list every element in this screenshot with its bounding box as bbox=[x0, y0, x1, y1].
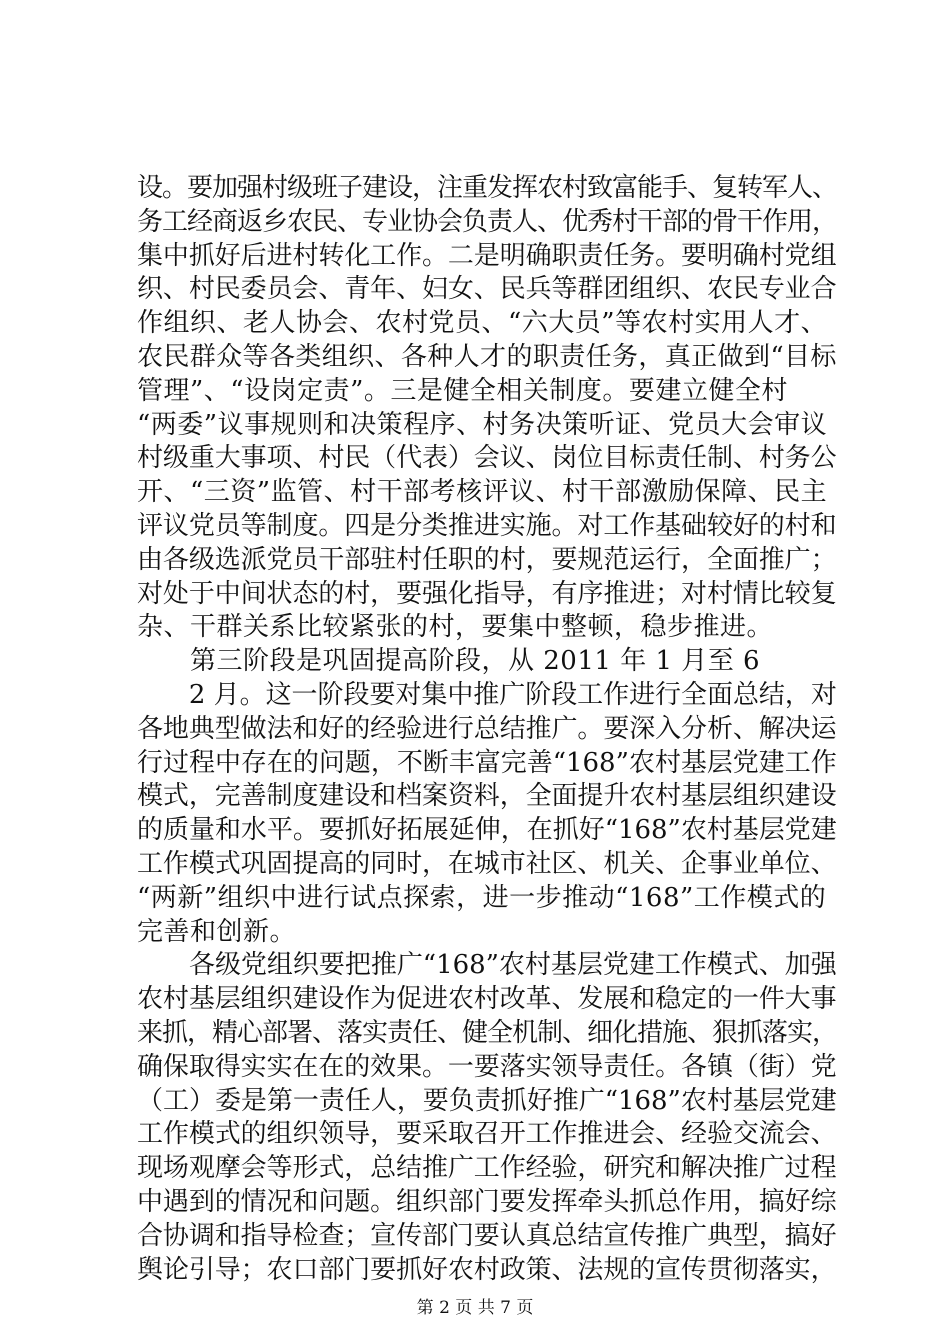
text-line: 确保取得实实在在的效果。一要落实领导责任。各镇（街）党 bbox=[137, 1051, 837, 1082]
text-line: 完善和创新。 bbox=[137, 916, 297, 947]
text-line: （工）委是第一责任人，要负责抓好推广“168”农村基层党建 bbox=[137, 1085, 837, 1116]
page-footer: 第 2 页 共 7 页 bbox=[416, 1298, 534, 1318]
text-line: 由各级选派党员干部驻村任职的村，要规范运行，全面推广； bbox=[137, 544, 837, 575]
text-line: 农村基层组织建设作为促进农村改革、发展和稳定的一件大事 bbox=[137, 984, 837, 1015]
text-line: 杂、干群关系比较紧张的村，要集中整顿，稳步推进。 bbox=[137, 612, 774, 643]
text-line: 织、村民委员会、青年、妇女、民兵等群团组织、农民专业合 bbox=[137, 274, 837, 305]
text-line: 第三阶段是巩固提高阶段，从 2011 年 1 月至 6 bbox=[137, 646, 761, 677]
text-line: 作组织、老人协会、农村党员、“六大员”等农村实用人才、 bbox=[137, 308, 828, 339]
text-line: 务工经商返乡农民、专业协会负责人、优秀村干部的骨干作用， bbox=[137, 206, 837, 237]
text-line: 工作模式的组织领导，要采取召开工作推进会、经验交流会、 bbox=[137, 1119, 837, 1150]
text-line: 开、“三资”监管、村干部考核评议、村干部激励保障、民主 bbox=[137, 477, 828, 508]
text-line: 舆论引导；农口部门要抓好农村政策、法规的宣传贯彻落实， bbox=[137, 1254, 837, 1285]
text-line: 管理”、“设岗定责”。三是健全相关制度。要建立健全村 bbox=[137, 375, 788, 406]
body-text bbox=[137, 172, 837, 1287]
text-line: 行过程中存在的问题，不断丰富完善“168”农村基层党建工作 bbox=[137, 747, 837, 778]
text-line: 中遇到的情况和问题。组织部门要发挥牵头抓总作用，搞好综 bbox=[137, 1186, 837, 1217]
text-line: 现场观摩会等形式，总结推广工作经验，研究和解决推广过程 bbox=[137, 1153, 837, 1184]
text-line: 合协调和指导检查；宣传部门要认真总结宣传推广典型，搞好 bbox=[137, 1220, 837, 1251]
text-line: 村级重大事项、村民（代表）会议、岗位目标责任制、村务公 bbox=[137, 443, 837, 474]
text-line: 集中抓好后进村转化工作。二是明确职责任务。要明确村党组 bbox=[137, 240, 837, 271]
text-line: 各级党组织要把推广“168”农村基层党建工作模式、加强 bbox=[137, 950, 837, 981]
text-line: 各地典型做法和好的经验进行总结推广。要深入分析、解决运 bbox=[137, 713, 837, 744]
text-line: 2 月。这一阶段要对集中推广阶段工作进行全面总结，对 bbox=[137, 679, 837, 710]
text-line: 的质量和水平。要抓好拓展延伸，在抓好“168”农村基层党建 bbox=[137, 815, 837, 846]
text-line: 农民群众等各类组织、各种人才的职责任务，真正做到“目标 bbox=[137, 341, 837, 372]
text-line: “两委”议事规则和决策程序、村务决策听证、党员大会审议 bbox=[137, 409, 828, 440]
text-line: 评议党员等制度。四是分类推进实施。对工作基础较好的村和 bbox=[137, 510, 837, 541]
text-line: 设。要加强村级班子建设，注重发挥农村致富能手、复转军人、 bbox=[137, 173, 837, 203]
text-line: 来抓，精心部署、落实责任、健全机制、细化措施、狠抓落实， bbox=[137, 1017, 837, 1048]
text-line: 对处于中间状态的村，要强化指导，有序推进；对村情比较复 bbox=[137, 578, 837, 609]
text-line: 模式，完善制度建设和档案资料，全面提升农村基层组织建设 bbox=[137, 781, 837, 812]
text-line: “两新”组织中进行试点探索，进一步推动“168”工作模式的 bbox=[137, 882, 827, 913]
text-line: 工作模式巩固提高的同时，在城市社区、机关、企事业单位、 bbox=[137, 848, 837, 879]
